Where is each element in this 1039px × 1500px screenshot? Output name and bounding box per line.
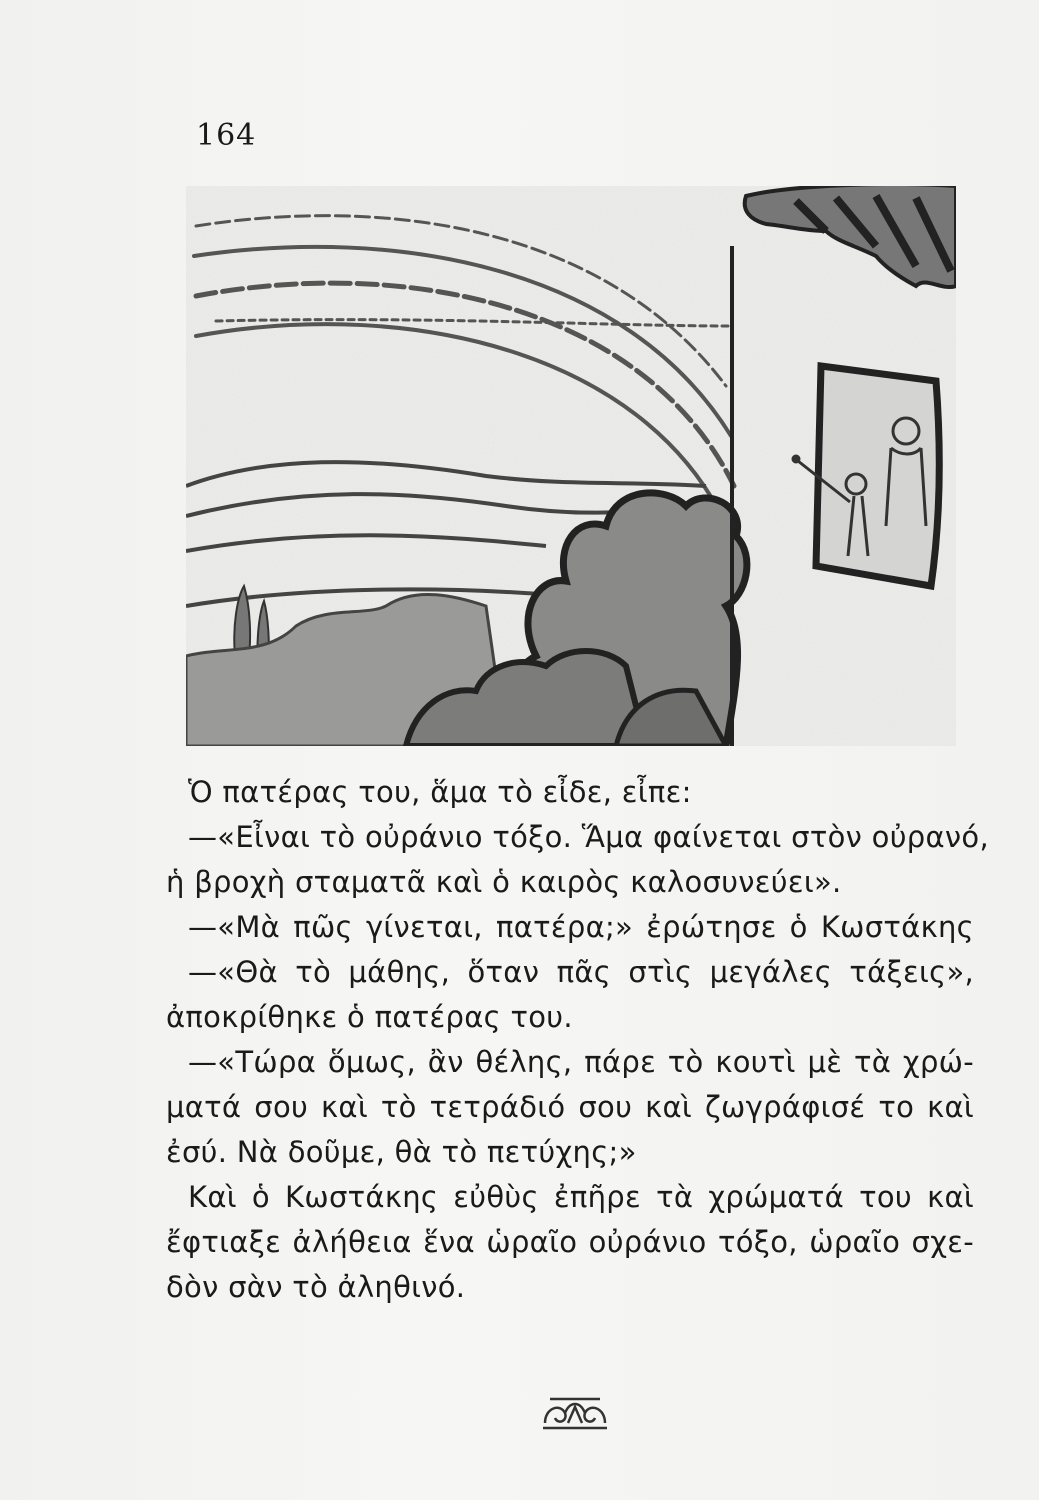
text-line: δὸν σὰν τὸ ἀληθινό.	[166, 1270, 466, 1304]
text-line: Ὁ πατέρας του, ἅμα τὸ εἶδε, εἶπε:	[188, 775, 692, 809]
page-number: 164	[196, 118, 257, 153]
text-line: —«Τώρα ὅμως, ἂν θέλης, πάρε τὸ κουτὶ μὲ τὰ χρώ-	[188, 1045, 974, 1079]
rainbow-window-illustration	[186, 186, 956, 746]
text-line: ἐσύ. Νὰ δοῦμε, θὰ τὸ πετύχης;»	[166, 1135, 637, 1169]
end-ornament	[540, 1393, 610, 1433]
text-line: —«Μὰ πῶς γίνεται, πατέρα;» ἐρώτησε ὁ Κωστάκης	[188, 910, 974, 944]
text-line: —«Θὰ τὸ μάθης, ὅταν πᾶς στὶς μεγάλες τάξεις»,	[188, 955, 974, 989]
ornament-icon	[540, 1393, 610, 1433]
window	[816, 366, 939, 586]
illustration-drawing	[186, 186, 956, 746]
text-line: Καὶ ὁ Κωστάκης εὐθὺς ἐπῆρε τὰ χρώματά του καὶ	[188, 1180, 974, 1214]
text-line: ἡ βροχὴ σταματᾶ καὶ ὁ καιρὸς καλοσυνεύει».	[166, 865, 842, 899]
story-text	[166, 770, 989, 1310]
text-line: ματά σου καὶ τὸ τετράδιό σου καὶ ζωγράφισέ το καὶ	[166, 1090, 974, 1124]
text-line: ἀποκρίθηκε ὁ πατέρας του.	[166, 1000, 573, 1034]
text-line: ἔφτιαξε ἀλήθεια ἕνα ὡραῖο οὐράνιο τόξο, ὡραῖο σχε-	[166, 1225, 974, 1259]
text-line: —«Εἶναι τὸ οὐράνιο τόξο. Ἅμα φαίνεται στὸν οὐρανό,	[188, 820, 989, 854]
